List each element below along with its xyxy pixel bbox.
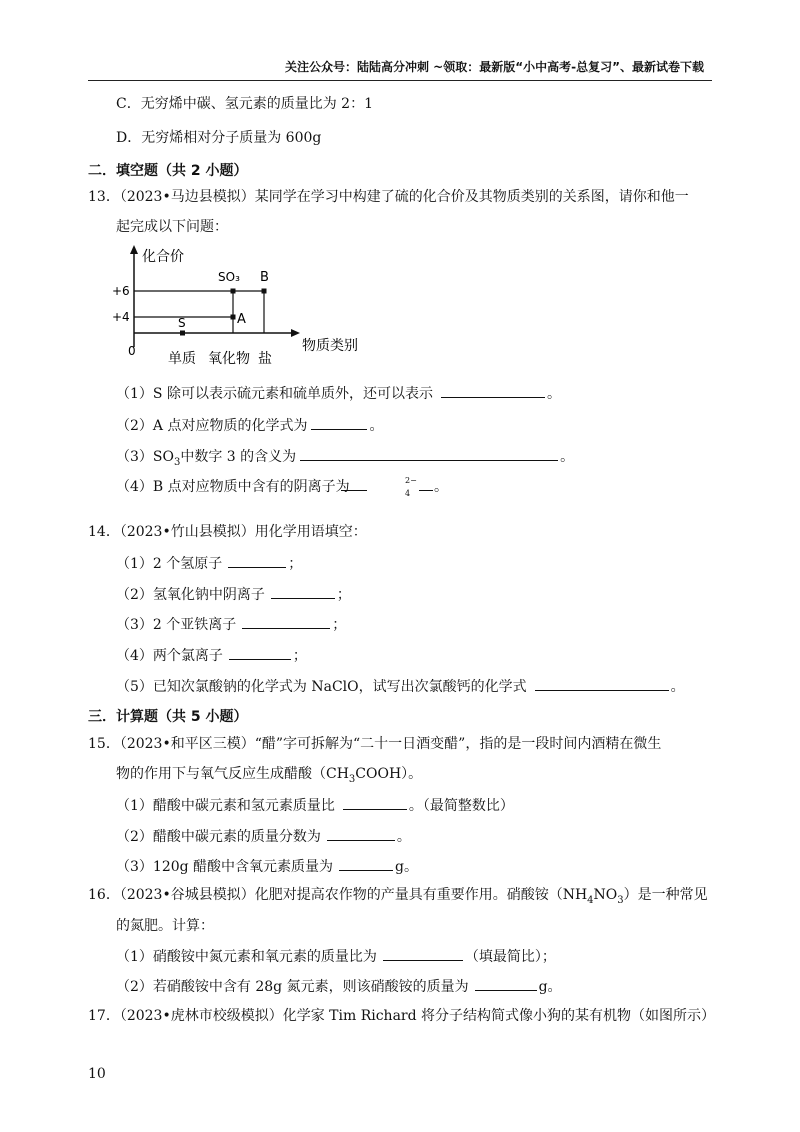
section-calc-title: 三．计算题（共 5 小题）	[88, 709, 248, 725]
q17-line1: 17．（2023•虎林市校级模拟）化学家 Tim Richard 将分子结构简式像小狗的某有机物（如图所示）	[88, 1008, 716, 1024]
q13-part4-period: 。	[434, 479, 448, 495]
q14-part1-semicolon: ；	[288, 556, 303, 572]
q16-part1-tail: （填最简比）；	[464, 949, 556, 965]
q14-part4-blank	[229, 645, 291, 660]
q16-part1	[116, 946, 556, 967]
q13-line2: 起完成以下问题：	[116, 219, 228, 235]
q16-line1-sub1: 4	[587, 894, 594, 906]
q16-part2-text: （2）若硝酸铵中含有 28g 氮元素，则该硝酸铵的质量为	[116, 979, 469, 995]
q13-part1-text: （1）S 除可以表示硫元素和硫单质外，还可以表示	[116, 386, 433, 402]
q16-line1-e: ）是一种常见	[623, 887, 708, 903]
q13-line1: 13．（2023•马边县模拟）某同学在学习中构建了硫的化合价及其物质类别的关系图，请你和他一	[88, 189, 689, 205]
category-oxide: 氧化物	[208, 351, 250, 367]
q15-part2-text: （2）醋酸中碳元素的质量分数为	[116, 829, 321, 845]
q13-part2-blank	[311, 415, 367, 430]
q13-part1	[116, 383, 561, 404]
point-s-label: S	[178, 316, 186, 330]
q16-line1-c: NO	[593, 887, 618, 903]
q13-part3-text-b: 中数字 3 的含义为	[180, 449, 297, 465]
q16-line2: 的氮肥。计算：	[116, 918, 214, 934]
q15-part2-blank	[327, 826, 395, 841]
q13-part4-blank-b	[419, 490, 433, 491]
q14-part2-text: （2）氢氧化钠中阴离子	[116, 587, 265, 603]
q14-part2-blank	[271, 584, 335, 599]
q13-part2	[116, 415, 383, 436]
section-fill-title: 二．填空题（共 2 小题）	[88, 163, 248, 179]
q16-part2-blank	[475, 976, 537, 991]
option-d: D．无穷烯相对分子质量为 600g	[116, 130, 322, 146]
q16-part1-blank	[383, 946, 463, 961]
category-elemental: 单质	[168, 351, 196, 367]
q14-part2-semicolon: ；	[336, 587, 351, 603]
q14-part5-blank	[535, 676, 669, 691]
q16-line1	[88, 885, 708, 905]
q14-part4	[116, 645, 307, 666]
q13-part4-charge: 2−	[405, 476, 417, 485]
q13-part2-period: 。	[369, 418, 384, 434]
q14-part4-semicolon: ；	[292, 648, 307, 664]
category-salt: 盐	[258, 351, 272, 367]
q14-part1-text: （1）2 个氢原子	[116, 556, 223, 572]
header-divider	[88, 80, 712, 81]
q14-part1-blank	[228, 553, 286, 568]
sulfur-valence-diagram	[108, 243, 378, 368]
q13-part3-blank	[300, 446, 558, 461]
q15-part2-tail: 。	[396, 829, 411, 845]
q15-part3-text: （3）120g 醋酸中含氧元素质量为	[116, 859, 334, 875]
q13-part4-text: （4）B 点对应物质中含有的阴离子为	[116, 479, 350, 495]
q15-line2-sub: 3	[348, 773, 356, 785]
point-s-marker	[180, 331, 185, 336]
q15-part3-tail: g。	[395, 859, 419, 875]
point-a-label: A	[237, 312, 246, 327]
q15-part1-tail: 。（最简整数比）	[408, 798, 514, 814]
q13-part3-sub: 3	[173, 456, 181, 468]
q13-part2-text: （2）A 点对应物质的化学式为	[116, 418, 308, 434]
point-b-label: B	[260, 270, 269, 285]
q13-part1-blank	[441, 383, 545, 398]
q13-part4-subscript: 4	[405, 489, 411, 498]
q15-part2	[116, 826, 411, 847]
q16-part2	[116, 976, 562, 997]
q16-line1-a: 16．（2023•谷城县模拟）化肥对提高农作物的产量具有重要作用。硝酸铵（NH	[88, 887, 588, 903]
q16-part1-text: （1）硝酸铵中氮元素和氧元素的质量比为	[116, 949, 377, 965]
point-b-marker	[262, 289, 267, 294]
q14-part1	[116, 553, 302, 574]
q15-part1-blank	[343, 795, 407, 810]
y-axis-arrow	[130, 245, 138, 254]
point-a-marker	[231, 315, 236, 320]
q15-part1	[116, 795, 514, 816]
q15-part3	[116, 856, 418, 877]
y-tick-plus6: +6	[112, 284, 130, 298]
origin-label: 0	[128, 344, 136, 358]
q15-part3-blank	[339, 856, 393, 871]
q13-part4	[116, 477, 350, 497]
q14-part5-text: （5）已知次氯酸钠的化学式为 NaClO，试写出次氯酸钙的化学式	[116, 679, 527, 695]
point-so3-label: SO₃	[218, 270, 240, 284]
y-tick-plus4: +4	[112, 310, 130, 324]
q14-line1: 14．（2023•竹山县模拟）用化学用语填空：	[88, 524, 367, 540]
x-axis-label: 物质类别	[302, 338, 358, 354]
q14-part5	[116, 676, 685, 697]
q15-part1-text: （1）醋酸中碳元素和氢元素质量比	[116, 798, 335, 814]
y-axis-label: 化合价	[142, 249, 184, 265]
q15-line2-a: 物的作用下与氧气反应生成醋酸（CH	[116, 766, 349, 782]
q16-line1-sub2: 3	[617, 894, 624, 906]
q13-part1-period: 。	[546, 386, 561, 402]
q14-part3	[116, 614, 346, 635]
q15-line2	[116, 764, 422, 784]
q16-part2-tail: g。	[538, 979, 562, 995]
q14-part3-semicolon: ；	[332, 617, 347, 633]
point-so3-marker	[231, 289, 236, 294]
q14-part2	[116, 584, 351, 605]
q14-part4-text: （4）两个氯离子	[116, 648, 223, 664]
q14-part5-period: 。	[670, 679, 685, 695]
page-header: 关注公众号：陆陆高分冲刺 ~领取：最新版“小中高考-总复习”、最新试卷下载	[285, 60, 704, 74]
q14-part3-text: （3）2 个亚铁离子	[116, 617, 237, 633]
q13-part4-blank-a	[341, 490, 367, 491]
q13-part3-text-a: （3）SO	[116, 449, 174, 465]
q13-part3-period: 。	[560, 449, 575, 465]
q14-part3-blank	[242, 614, 330, 629]
x-axis-arrow	[291, 329, 300, 337]
page-number: 10	[88, 1066, 106, 1082]
q15-line1: 15．（2023•和平区三模）“醋”字可拆解为“二十一日酒变醋”，指的是一段时间内酒精在微生	[88, 736, 662, 752]
option-c: C．无穷烯中碳、氢元素的质量比为 2：1	[116, 96, 373, 112]
q13-part3	[116, 446, 574, 467]
q15-line2-c: COOH）。	[355, 766, 423, 782]
